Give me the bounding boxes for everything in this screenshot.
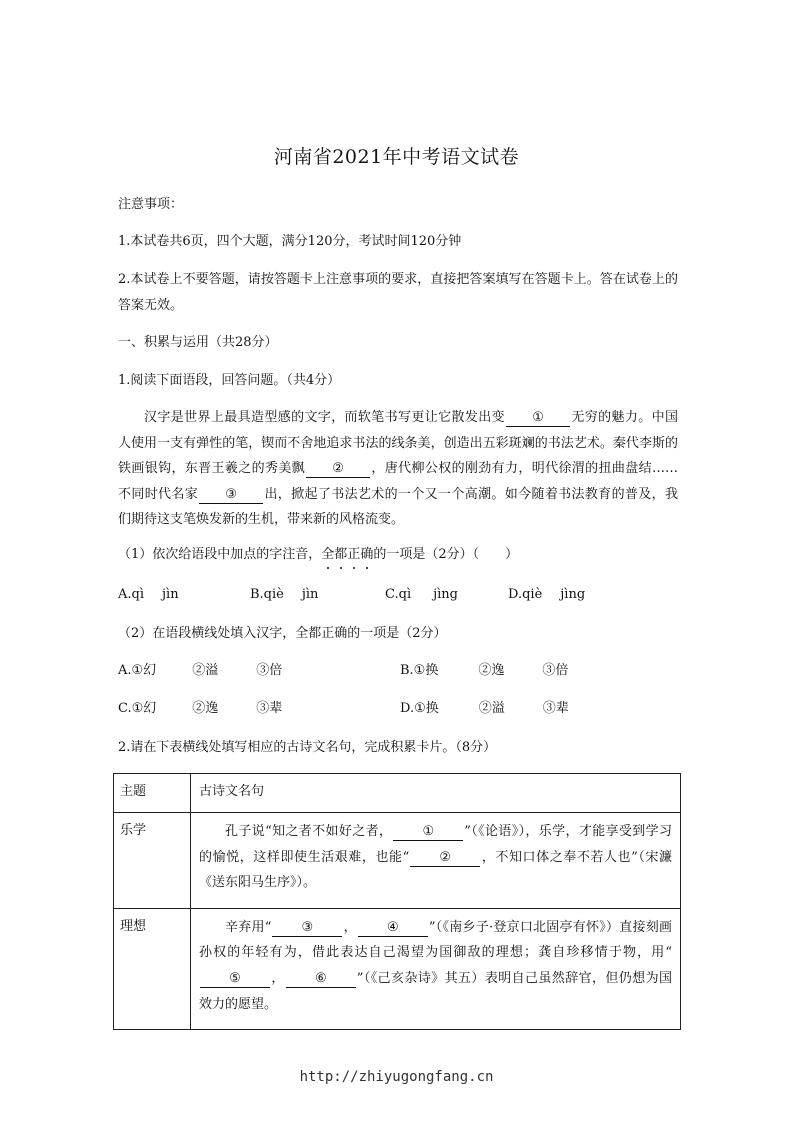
dotted-char: 确 [360,545,373,565]
option-value: jìn [301,587,319,602]
sub-question-1-pre: （1）依次给语段中加点的字注音， [118,547,322,562]
section-heading: 一、积累与运用（共28分） [118,335,278,350]
question-1-prompt: 1.阅读下面语段，回答问题。（共4分） [118,373,341,388]
option-label: A.①幻 [118,663,157,678]
sub-question-2: （2）在语段横线处填入汉字，全都正确的一项是（2分） [118,626,447,641]
table-row [114,813,681,909]
option-value: ②溢 [478,701,505,716]
answer-blank-2[interactable]: ② [410,850,480,867]
footer-url[interactable]: http://zhiyugongfang.cn [299,1069,494,1085]
option-label: D.①换 [400,701,439,716]
passage-text-2: 无穷的魅力。中国人使用一支有弹性的笔，锲而不舍地追求书法的线条美，创造出五彩斑斓的书法艺术。秦代李斯的铁画银钩，东晋王羲之的秀美飘 [118,410,678,477]
row-lines [191,908,681,1029]
row-lines [191,813,681,909]
table-row [114,908,681,1029]
row-theme: 理想 [114,908,191,1029]
option-a[interactable] [118,585,179,605]
row-theme: 乐学 [114,813,191,909]
answer-blank-3[interactable]: ③ [272,920,342,937]
option-value: ③倍 [542,663,569,678]
dotted-char: 全 [321,545,334,565]
row-text: ”（《己亥杂诗》其五）表明自己虽然辞官，但仍想为国效力的愿望。 [199,970,672,1012]
notice-item-1: 1.本试卷共6页，四个大题，满分120分，考试时间120分钟 [118,234,462,249]
row-text: ”（《论语》），乐学，才能享受到学习的愉悦，这样即使生活艰难，也能“ [199,824,672,865]
option-value: ②逸 [192,701,219,716]
answer-blank-6[interactable]: ⑥ [286,971,356,988]
dotted-char: 都 [334,545,347,565]
option-value: jìn [162,587,179,602]
passage-text-4: 出，掀起了书法艺术的一个又一个高潮。如今随着书法教育的普及，我们期待这支笔焕发新的生机，带来新的风格流变。 [118,486,678,528]
option-value: ②逸 [478,663,505,678]
option-d[interactable] [400,699,569,719]
row-text: ，不知口体之奉不若人也”（宋濂《送东阳马生序》）。 [199,849,672,891]
option-label: B.qiè [250,587,284,602]
row-text: 辛弃用“ [225,919,272,935]
option-a[interactable] [118,661,282,681]
row-text: ， [343,919,357,935]
answer-blank-5[interactable]: ⑤ [200,971,270,988]
table-header-row [114,774,681,813]
option-b[interactable] [400,661,568,681]
passage-blank-3: ③ [199,487,263,504]
passage-blank-1: ① [506,410,570,427]
dotted-char: 正 [347,545,360,565]
passage-blank-2: ② [306,461,370,478]
option-c[interactable] [118,699,282,719]
option-label: C.①幻 [118,701,157,716]
accumulation-card-table [113,773,681,1030]
question-2-prompt: 2.请在下表横线处填写相应的古诗文名句，完成积累卡片。（8分） [118,740,497,755]
header-lines: 古诗文名句 [191,774,681,813]
option-label: D.qiè [508,587,543,602]
passage-text-3: ，唐代柳公权的刚劲有力，明代徐渭的扭曲盘结……不同时代名家 [118,461,678,502]
sub-question-1 [118,545,678,565]
option-value: ③倍 [256,663,283,678]
row-text: ， [271,970,285,986]
answer-blank-4[interactable]: ④ [358,920,428,937]
passage [118,405,678,533]
option-d[interactable] [508,585,585,605]
page-title: 河南省2021年中考语文试卷 [273,146,520,168]
row-text: 孔子说“知之者不如好之者， [225,824,393,839]
option-value: jìng [560,587,586,602]
option-value: ②溢 [192,663,219,678]
notice-heading: 注意事项： [118,197,184,212]
row-text: ”（《南乡子·登京口北固亭有怀》）直接刻画孙权的年轻有为，借此表达自己渴望为国御敌的理想；龚自珍移情于物，用“ [199,919,672,961]
option-label: A.qì [118,587,144,602]
option-label: C.qì [385,587,412,602]
option-label: B.①换 [400,663,439,678]
sub-question-1-post: 的一项是（2分）（ ） [373,547,519,562]
option-b[interactable] [250,585,318,605]
option-value: ③辈 [256,701,283,716]
header-theme: 主题 [114,774,191,813]
notice-item-2: 2.本试卷上不要答题，请按答题卡上注意事项的要求，直接把答案填写在答题卡上。答在试卷上的答案无效。 [118,272,678,313]
option-c[interactable] [385,585,458,605]
answer-blank-1[interactable]: ① [393,824,463,841]
passage-text-1: 汉字是世界上最具造型感的文字，而软笔书写更让它散发出变 [144,410,506,425]
option-value: jìng [433,587,458,602]
option-value: ③辈 [542,701,569,716]
